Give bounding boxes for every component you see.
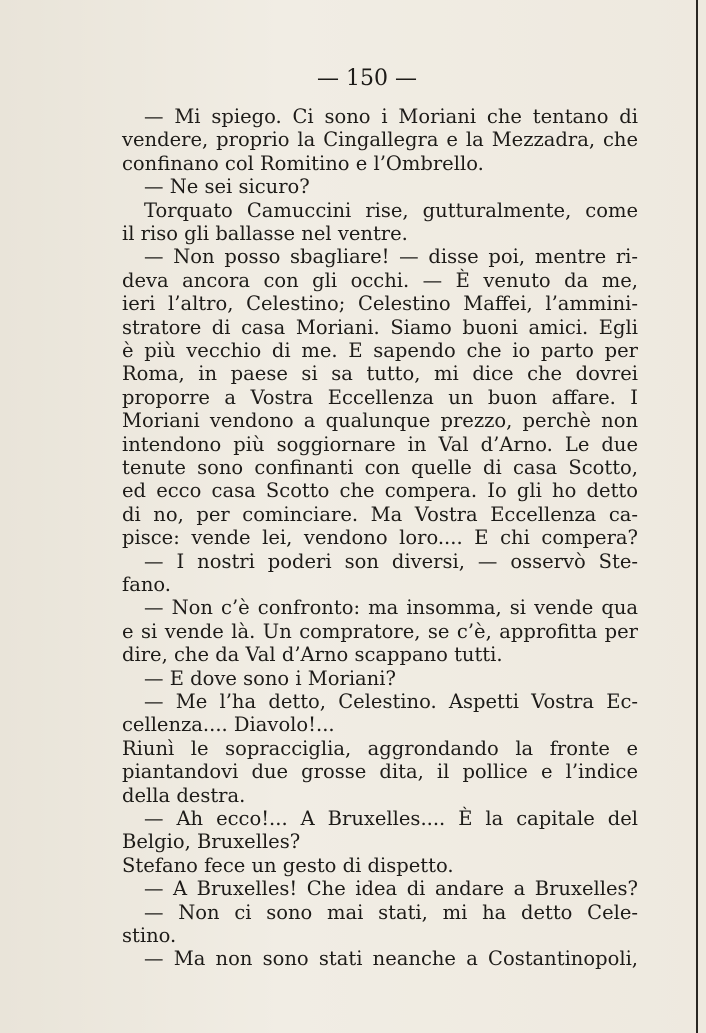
text-line: piantandovi due grosse dita, il pollice e l’indice [122, 760, 638, 784]
text-line: vendere, proprio la Cingallegra e la Mezzadra, che [122, 128, 638, 152]
text-line: ed ecco casa Scotto che compera. Io gli ho detto [122, 479, 638, 503]
text-line: Moriani vendono a qualunque prezzo, perchè non [122, 409, 638, 433]
text-line: Roma, in paese si sa tutto, mi dice che dovrei [122, 362, 638, 386]
text-line: — Non ci sono mai stati, mi ha detto Cele- [144, 900, 638, 924]
text-line: — Non posso sbagliare! — disse poi, mentre ri- [144, 245, 638, 269]
text-line: — Mi spiego. Ci sono i Moriani che tentano di [144, 105, 638, 128]
text-line: cellenza.... Diavolo!... [122, 713, 335, 737]
text-line: tenute sono confinanti con quelle di casa Scotto, [122, 456, 638, 479]
page-edge [696, 0, 698, 1033]
text-line: deva ancora con gli occhi. — È venuto da me, [122, 268, 638, 292]
text-line: proporre a Vostra Eccellenza un buon affare. I [122, 385, 638, 409]
text-line: stratore di casa Moriani. Siamo buoni amici. Egli [122, 315, 638, 339]
text-line: stino. [122, 924, 177, 947]
text-line: confinano col Romitino e l’Ombrello. [122, 151, 484, 175]
text-line: ieri l’altro, Celestino; Celestino Maffei, l’ammini- [122, 292, 638, 316]
text-line: dire, che da Val d’Arno scappano tutti. [122, 643, 503, 667]
text-line: — Ah ecco!... A Bruxelles.... È la capitale del [144, 807, 638, 830]
text-line: intendono più soggiornare in Val d’Arno. Le due [122, 432, 638, 456]
text-line: della destra. [122, 783, 246, 807]
text-line: pisce: vende lei, vendono loro.... E chi compera? [122, 526, 638, 550]
text-line: e si vende là. Un compratore, se c’è, approfitta per [122, 619, 638, 643]
text-line: — Ne sei sicuro? [144, 175, 310, 199]
text-line: di no, per cominciare. Ma Vostra Eccellenza ca- [122, 502, 638, 526]
text-line: Stefano fece un gesto di dispetto. [122, 853, 454, 877]
text-line: — A Bruxelles! Che idea di andare a Bruxelles? [144, 877, 638, 901]
text-line: — Me l’ha detto, Celestino. Aspetti Vostra Ec- [144, 690, 638, 713]
text-line: — Non c’è confronto: ma insomma, si vende qua [144, 596, 638, 620]
text-line: Riunì le sopracciglia, aggrondando la fronte e [122, 736, 638, 760]
page-number: — 150 — [317, 66, 417, 91]
text-line: fano. [122, 573, 171, 596]
text-line: Torquato Camuccini rise, gutturalmente, come [144, 198, 638, 222]
text-line: — Ma non sono stati neanche a Costantinopoli, [144, 947, 638, 971]
text-line: — E dove sono i Moriani? [144, 666, 396, 690]
text-line: è più vecchio di me. E sapendo che io parto per [122, 339, 638, 362]
text-line: — I nostri poderi son diversi, — osservò Ste- [144, 549, 638, 573]
text-line: Belgio, Bruxelles? [122, 830, 301, 854]
text-line: il riso gli ballasse nel ventre. [122, 222, 408, 245]
